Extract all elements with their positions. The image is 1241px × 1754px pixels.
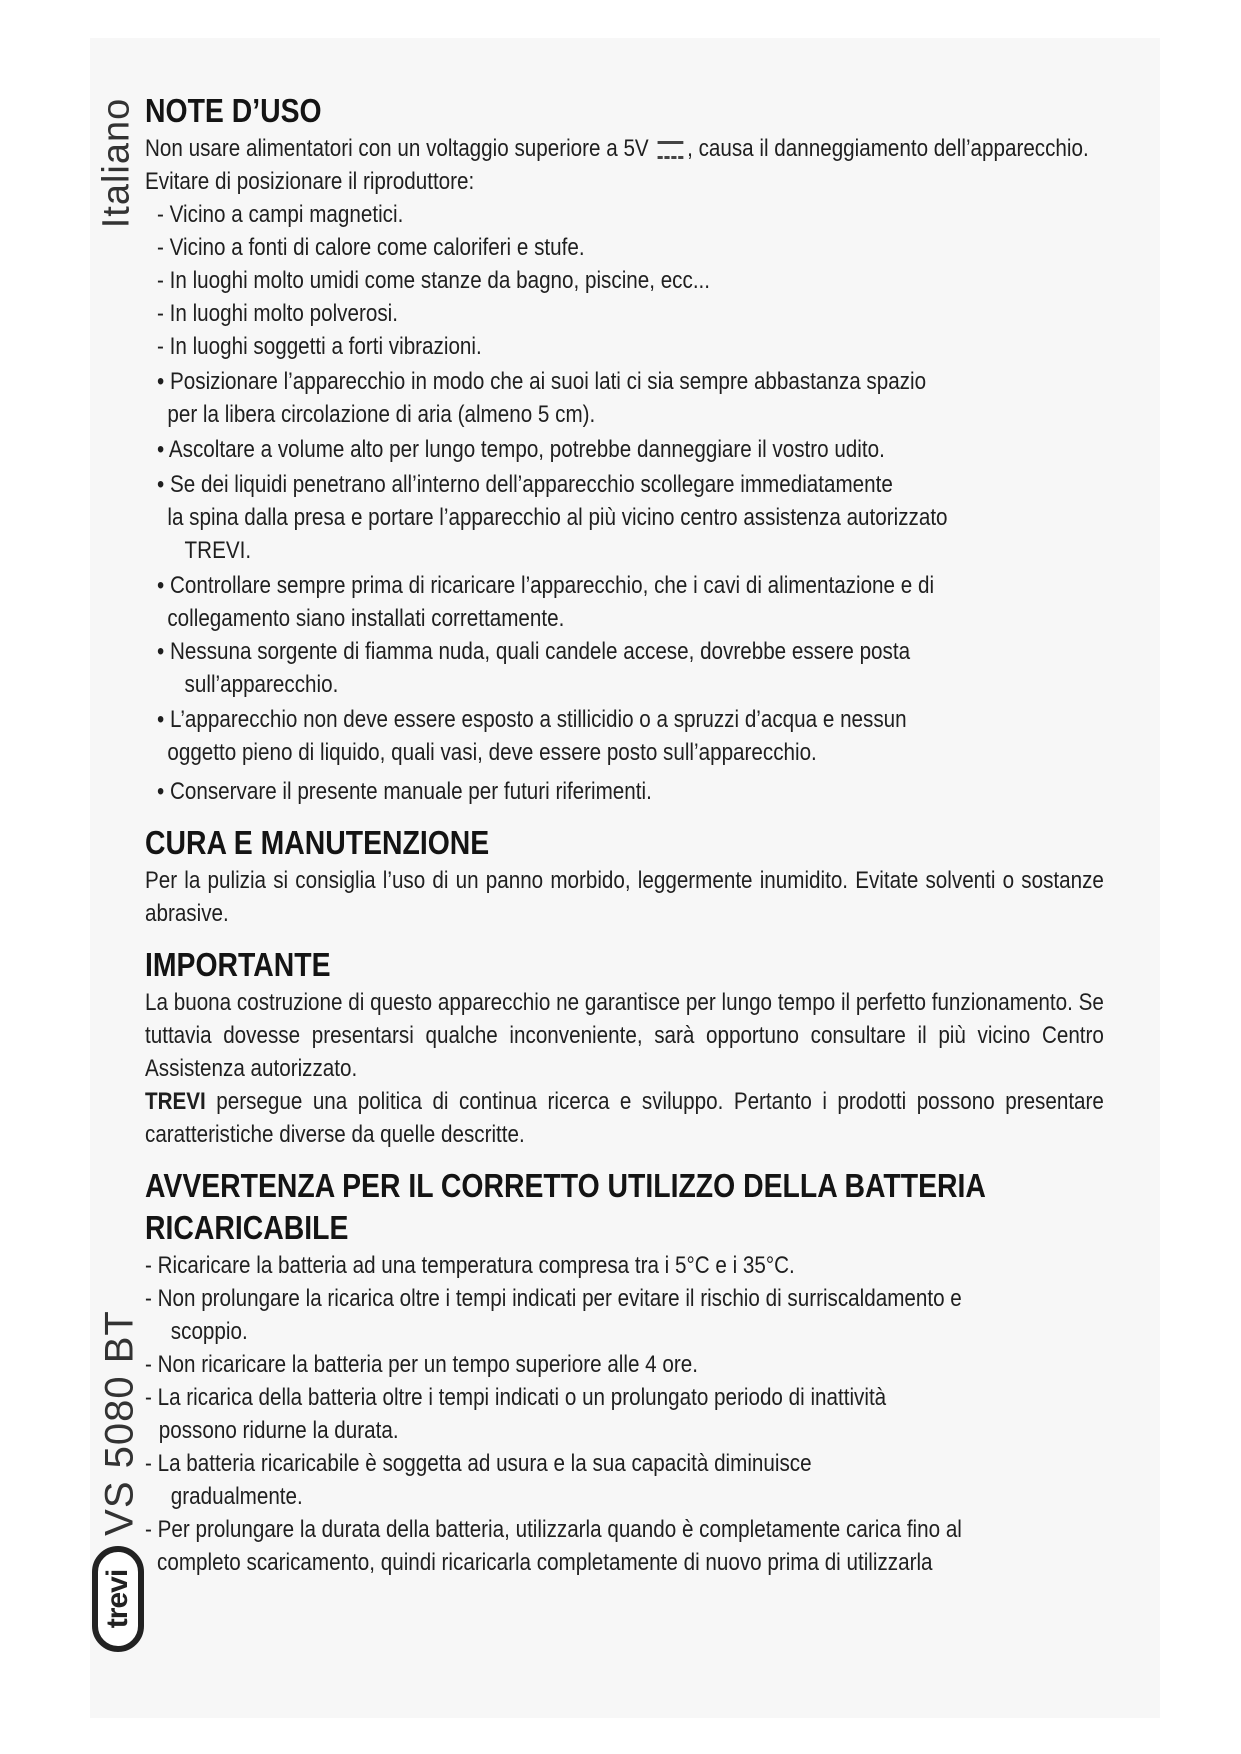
list-item: - In luoghi molto polverosi.	[157, 300, 398, 327]
bullet-item-continuation: sull’apparecchio.	[184, 671, 339, 698]
list-item: - Non ricaricare la batteria per un tempo superiore alle 4 ore.	[145, 1351, 698, 1378]
model-label: VS 5080 BT	[97, 1310, 142, 1536]
list-item: - Per prolungare la durata della batteria, utilizzarla quando è completamente carica fino al	[145, 1516, 962, 1543]
list-item: - Non prolungare la ricarica oltre i tempi indicati per evitare il rischio di surriscaldamento e	[145, 1285, 962, 1312]
bullet-item-continuation: oggetto pieno di liquido, quali vasi, deve essere posto sull’apparecchio.	[167, 739, 817, 766]
paragraph-trevi: TREVI persegue una politica di continua ricerca e sviluppo. Pertanto i prodotti possono presentare caratteristiche diverse da quelle descritte.	[145, 1088, 1104, 1148]
bullet-item: • Conservare il presente manuale per futuri riferimenti.	[157, 778, 652, 805]
paragraph-voltage: Non usare alimentatori con un voltaggio superiore a 5V , causa il danneggiamento dell’apparecchio.	[145, 135, 1089, 162]
paragraph-avoid: Evitare di posizionare il riproduttore:	[145, 168, 475, 195]
section-title-batteria-line2: RICARICABILE	[145, 1209, 349, 1246]
paragraph-importante: La buona costruzione di questo apparecchio ne garantisce per lungo tempo il perfetto funzionamento. Se tuttavia dovesse presentarsi qualche inconveniente, sarà opportuno consultare il più vicino Centro Assistenza autorizzato.	[145, 989, 1104, 1082]
language-label: Italiano	[95, 97, 138, 228]
bullet-item: • L’apparecchio non deve essere esposto a stillicidio o a spruzzi d’acqua e nessun	[157, 706, 907, 733]
list-item: - Vicino a fonti di calore come caloriferi e stufe.	[157, 234, 585, 261]
list-item: - Ricaricare la batteria ad una temperatura compresa tra i 5°C e i 35°C.	[145, 1252, 795, 1279]
trevi-logo: trevi	[92, 1546, 144, 1652]
section-title-importante: IMPORTANTE	[145, 946, 331, 983]
bullet-item: • Nessuna sorgente di fiamma nuda, quali candele accese, dovrebbe essere posta	[157, 638, 911, 665]
paragraph-cura: Per la pulizia si consiglia l’uso di un panno morbido, leggermente inumidito. Evitate solventi o sostanze abrasive.	[145, 867, 1104, 927]
list-item: - Vicino a campi magnetici.	[157, 201, 404, 228]
list-item-continuation: completo scaricamento, quindi ricaricarla completamente di nuovo prima di utilizzarla	[157, 1549, 933, 1576]
section-title-note-uso: NOTE D’USO	[145, 92, 322, 129]
document-body	[145, 90, 1105, 1579]
bullet-item-continuation: TREVI.	[184, 537, 252, 564]
section-title-batteria: AVVERTENZA PER IL CORRETTO UTILIZZO DELLA BATTERIA	[145, 1167, 986, 1204]
section-title-cura: CURA E MANUTENZIONE	[145, 824, 490, 861]
bullet-item-continuation: per la libera circolazione di aria (almeno 5 cm).	[167, 401, 596, 428]
list-item: - In luoghi molto umidi come stanze da bagno, piscine, ecc...	[157, 267, 711, 294]
bullet-item: • Controllare sempre prima di ricaricare l’apparecchio, che i cavi di alimentazione e di	[157, 572, 935, 599]
bullet-item: • Posizionare l’apparecchio in modo che ai suoi lati ci sia sempre abbastanza spazio	[157, 368, 927, 395]
list-item: - In luoghi soggetti a forti vibrazioni.	[157, 333, 482, 360]
dc-voltage-icon	[658, 141, 684, 159]
list-item-continuation: gradualmente.	[170, 1483, 303, 1510]
list-item: - La batteria ricaricabile è soggetta ad usura e la sua capacità diminuisce	[145, 1450, 812, 1477]
bullet-item: • Se dei liquidi penetrano all’interno dell’apparecchio scollegare immediatamente	[157, 471, 893, 498]
list-item-continuation: possono ridurne la durata.	[158, 1417, 399, 1444]
list-item: - La ricarica della batteria oltre i tempi indicati o un prolungato periodo di inattività	[145, 1384, 887, 1411]
list-item-continuation: scoppio.	[170, 1318, 248, 1345]
bullet-item-continuation: la spina dalla presa e portare l’apparecchio al più vicino centro assistenza autorizzato	[167, 504, 948, 531]
bullet-item: • Ascoltare a volume alto per lungo tempo, potrebbe danneggiare il vostro udito.	[157, 436, 885, 463]
brand-name: TREVI	[145, 1088, 206, 1115]
bullet-item-continuation: collegamento siano installati correttamente.	[167, 605, 565, 632]
